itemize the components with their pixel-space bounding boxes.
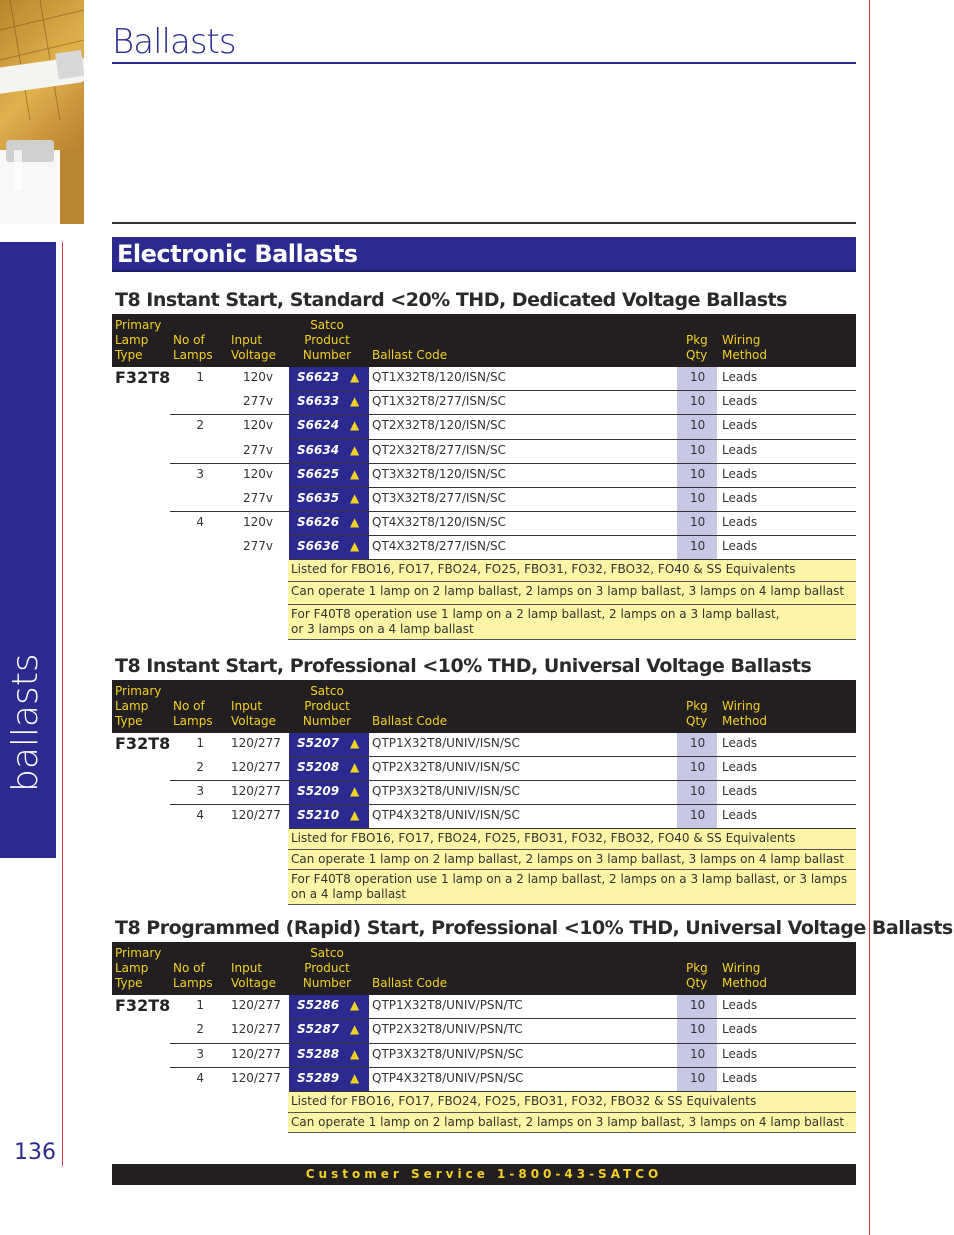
pkg-qty: 10: [690, 784, 706, 798]
table-row: [112, 1044, 856, 1068]
pkg-qty: 10: [690, 1047, 706, 1061]
input-voltage: 120/277: [231, 784, 281, 798]
product-number[interactable]: S5288: [297, 1047, 340, 1061]
header-ballast-code: Ballast Code: [372, 976, 448, 990]
pkg-qty: 10: [690, 370, 706, 384]
table-header: [112, 942, 856, 995]
table-row: [112, 1019, 856, 1044]
wiring-method: Leads: [722, 1071, 758, 1085]
lamp-type: F32T8: [115, 734, 171, 753]
warning-triangle-icon: ▲: [350, 443, 360, 457]
wiring-method: Leads: [722, 370, 758, 384]
header-pkg-qty: Pkg Qty: [686, 333, 708, 362]
table-note: Listed for FBO16, FO17, FBO24, FO25, FBO31, FO32, FBO32, FO40 & SS Equivalents: [288, 829, 856, 850]
wiring-method: Leads: [722, 491, 758, 505]
ballast-code: QTP3X32T8/UNIV/ISN/SC: [372, 784, 520, 798]
input-voltage: 120/277: [231, 1022, 281, 1036]
input-voltage: 120/277: [231, 808, 281, 822]
product-number[interactable]: S5208: [297, 760, 340, 774]
header-input-voltage: Input Voltage: [231, 333, 277, 362]
product-number[interactable]: S6633: [297, 394, 340, 408]
section-title: Electronic Ballasts: [117, 240, 358, 268]
table-row: [112, 781, 856, 805]
section-rule: [112, 222, 856, 224]
input-voltage: 277v: [242, 491, 273, 505]
product-number[interactable]: S5209: [297, 784, 340, 798]
wiring-method: Leads: [722, 760, 758, 774]
table-row: [112, 536, 856, 560]
section-header: [112, 237, 856, 272]
warning-triangle-icon: ▲: [350, 1022, 360, 1036]
warning-triangle-icon: ▲: [350, 515, 360, 529]
product-number[interactable]: S6624: [297, 418, 340, 432]
header-no-lamps: No of Lamps: [173, 961, 213, 990]
table-note: Can operate 1 lamp on 2 lamp ballast, 2 lamps on 3 lamp ballast, 3 lamps on 4 lamp ballast: [288, 582, 856, 605]
input-voltage: 120/277: [231, 760, 281, 774]
wiring-method: Leads: [722, 784, 758, 798]
warning-triangle-icon: ▲: [350, 394, 360, 408]
header-no-lamps: No of Lamps: [173, 699, 213, 728]
product-number[interactable]: S6623: [297, 370, 340, 384]
ballast-code: QTP2X32T8/UNIV/PSN/TC: [372, 1022, 523, 1036]
wiring-method: Leads: [722, 998, 758, 1012]
no-of-lamps: 1: [196, 736, 204, 750]
footer-band: [112, 1164, 856, 1185]
no-of-lamps: 2: [196, 1022, 204, 1036]
header-product-number: Satco Product Number: [302, 318, 352, 362]
warning-triangle-icon: ▲: [350, 467, 360, 481]
header-pkg-qty: Pkg Qty: [686, 961, 708, 990]
table-note: Listed for FBO16, FO17, FBO24, FO25, FBO31, FO32, FBO32 & SS Equivalents: [288, 1092, 856, 1113]
header-wiring: Wiring Method: [722, 699, 768, 728]
ballast-code: QTP1X32T8/UNIV/PSN/TC: [372, 998, 523, 1012]
lamp-type: F32T8: [115, 996, 171, 1015]
warning-triangle-icon: ▲: [350, 784, 360, 798]
product-number[interactable]: S6636: [297, 539, 340, 553]
ballast-code: QT4X32T8/277/ISN/SC: [372, 539, 507, 553]
warning-triangle-icon: ▲: [350, 1047, 360, 1061]
table-note: For F40T8 operation use 1 lamp on a 2 lamp ballast, 2 lamps on a 3 lamp ballast, or 3 lamps on a 4 lamp ballast: [288, 605, 856, 640]
input-voltage: 277v: [242, 394, 273, 408]
wiring-method: Leads: [722, 418, 758, 432]
input-voltage: 120v: [242, 515, 273, 529]
no-of-lamps: 3: [196, 467, 204, 481]
side-tab-label: ballasts: [5, 653, 46, 792]
header-ballast-code: Ballast Code: [372, 714, 448, 728]
table-row: [112, 757, 856, 781]
product-number[interactable]: S5287: [297, 1022, 340, 1036]
pkg-qty: 10: [690, 491, 706, 505]
pkg-qty: 10: [690, 443, 706, 457]
pkg-qty: 10: [690, 808, 706, 822]
header-input-voltage: Input Voltage: [231, 699, 277, 728]
no-of-lamps: 1: [196, 998, 204, 1012]
table-row: [112, 440, 856, 464]
warning-triangle-icon: ▲: [350, 760, 360, 774]
header-lamp-type: Primary Lamp Type: [115, 684, 162, 728]
header-no-lamps: No of Lamps: [173, 333, 213, 362]
table-note: Listed for FBO16, FO17, FBO24, FO25, FBO31, FO32, FBO32, FO40 & SS Equivalents: [288, 560, 856, 582]
ballast-code: QTP4X32T8/UNIV/PSN/SC: [372, 1071, 524, 1085]
header-product-number: Satco Product Number: [302, 946, 352, 990]
ballast-code: QT1X32T8/277/ISN/SC: [372, 394, 507, 408]
table-row: [112, 995, 856, 1019]
pkg-qty: 10: [690, 1071, 706, 1085]
table-note: Can operate 1 lamp on 2 lamp ballast, 2 lamps on 3 lamp ballast, 3 lamps on 4 lamp ballast: [288, 1113, 856, 1133]
pkg-qty: 10: [690, 1022, 706, 1036]
no-of-lamps: 4: [196, 1071, 204, 1085]
table-row: [112, 488, 856, 512]
ballast-code: QT1X32T8/120/ISN/SC: [372, 370, 507, 384]
product-number[interactable]: S5289: [297, 1071, 340, 1085]
right-rule: [869, 0, 870, 1235]
no-of-lamps: 2: [196, 760, 204, 774]
product-number[interactable]: S6634: [297, 443, 340, 457]
header-ballast-code: Ballast Code: [372, 348, 448, 362]
table-row: [112, 464, 856, 488]
ballast-code: QTP4X32T8/UNIV/ISN/SC: [372, 808, 520, 822]
left-rule: [62, 242, 63, 1166]
warning-triangle-icon: ▲: [350, 491, 360, 505]
product-number[interactable]: S5207: [297, 736, 340, 750]
table-row: [112, 1068, 856, 1092]
ballast-code: QT3X32T8/120/ISN/SC: [372, 467, 507, 481]
input-voltage: 120v: [242, 370, 273, 384]
input-voltage: 120/277: [231, 736, 281, 750]
product-number[interactable]: S6626: [297, 515, 340, 529]
wiring-method: Leads: [722, 539, 758, 553]
ballast-code: QTP2X32T8/UNIV/ISN/SC: [372, 760, 520, 774]
input-voltage: 277v: [242, 539, 273, 553]
pkg-qty: 10: [690, 467, 706, 481]
pkg-qty: 10: [690, 736, 706, 750]
input-voltage: 120v: [242, 467, 273, 481]
pkg-qty: 10: [690, 515, 706, 529]
table-header: [112, 680, 856, 733]
table-row: [112, 733, 856, 757]
warning-triangle-icon: ▲: [350, 808, 360, 822]
title-rule: [112, 62, 856, 64]
table-row: [112, 512, 856, 536]
table-row: [112, 367, 856, 391]
table-header: [112, 314, 856, 367]
no-of-lamps: 1: [196, 370, 204, 384]
pkg-qty: 10: [690, 760, 706, 774]
wiring-method: Leads: [722, 736, 758, 750]
header-lamp-type: Primary Lamp Type: [115, 318, 162, 362]
table-row: [112, 805, 856, 829]
input-voltage: 120v: [242, 418, 273, 432]
input-voltage: 120/277: [231, 1047, 281, 1061]
pkg-qty: 10: [690, 394, 706, 408]
ballast-code: QT4X32T8/120/ISN/SC: [372, 515, 507, 529]
page-title: Ballasts: [112, 22, 236, 62]
wiring-method: Leads: [722, 1022, 758, 1036]
table-note: Can operate 1 lamp on 2 lamp ballast, 2 lamps on 3 lamp ballast, 3 lamps on 4 lamp ballast: [288, 850, 856, 870]
lamp-type: F32T8: [115, 368, 171, 387]
ballast-code: QTP1X32T8/UNIV/ISN/SC: [372, 736, 520, 750]
wiring-method: Leads: [722, 515, 758, 529]
wiring-method: Leads: [722, 808, 758, 822]
table-row: [112, 415, 856, 440]
input-voltage: 120/277: [231, 1071, 281, 1085]
table-note: For F40T8 operation use 1 lamp on a 2 lamp ballast, 2 lamps on a 3 lamp ballast, or 3 lamps on a 4 lamp ballast: [288, 870, 856, 905]
product-number[interactable]: S6635: [297, 491, 340, 505]
wiring-method: Leads: [722, 443, 758, 457]
wiring-method: Leads: [722, 394, 758, 408]
input-voltage: 120/277: [231, 998, 281, 1012]
input-voltage: 277v: [242, 443, 273, 457]
header-wiring: Wiring Method: [722, 333, 768, 362]
side-tab: [0, 242, 56, 858]
pkg-qty: 10: [690, 998, 706, 1012]
pkg-qty: 10: [690, 539, 706, 553]
page-number: 136: [14, 1140, 56, 1165]
ballast-code: QT2X32T8/277/ISN/SC: [372, 443, 507, 457]
header-product-number: Satco Product Number: [302, 684, 352, 728]
header-lamp-type: Primary Lamp Type: [115, 946, 162, 990]
wiring-method: Leads: [722, 467, 758, 481]
no-of-lamps: 2: [196, 418, 204, 432]
customer-service: Customer Service 1-800-43-SATCO: [305, 1167, 663, 1181]
product-number[interactable]: S6625: [297, 467, 340, 481]
no-of-lamps: 3: [196, 784, 204, 798]
warning-triangle-icon: ▲: [350, 539, 360, 553]
table-title: T8 Instant Start, Professional <10% THD, Universal Voltage Ballasts: [115, 655, 812, 677]
ballast-code: QT2X32T8/120/ISN/SC: [372, 418, 507, 432]
no-of-lamps: 4: [196, 515, 204, 529]
warning-triangle-icon: ▲: [350, 998, 360, 1012]
warning-triangle-icon: ▲: [350, 370, 360, 384]
table-row: [112, 391, 856, 415]
ballast-code: QTP3X32T8/UNIV/PSN/SC: [372, 1047, 524, 1061]
ballast-code: QT3X32T8/277/ISN/SC: [372, 491, 507, 505]
table-title: T8 Programmed (Rapid) Start, Professional <10% THD, Universal Voltage Ballasts: [115, 917, 953, 939]
header-input-voltage: Input Voltage: [231, 961, 277, 990]
table-title: T8 Instant Start, Standard <20% THD, Dedicated Voltage Ballasts: [115, 289, 787, 311]
pkg-qty: 10: [690, 418, 706, 432]
no-of-lamps: 4: [196, 808, 204, 822]
header-wiring: Wiring Method: [722, 961, 768, 990]
product-number[interactable]: S5286: [297, 998, 340, 1012]
warning-triangle-icon: ▲: [350, 736, 360, 750]
no-of-lamps: 3: [196, 1047, 204, 1061]
wiring-method: Leads: [722, 1047, 758, 1061]
warning-triangle-icon: ▲: [350, 418, 360, 432]
header-pkg-qty: Pkg Qty: [686, 699, 708, 728]
product-number[interactable]: S5210: [297, 808, 340, 822]
warning-triangle-icon: ▲: [350, 1071, 360, 1085]
lamp-photo: [0, 0, 84, 224]
